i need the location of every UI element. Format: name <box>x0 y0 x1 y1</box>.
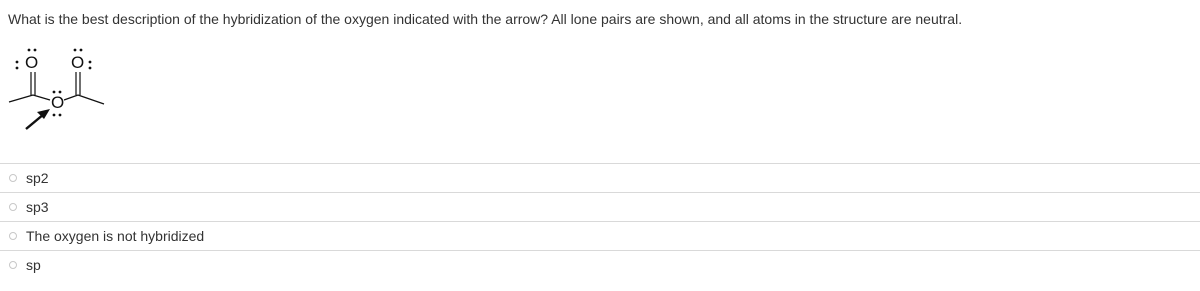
choice-row-sp3[interactable] <box>0 192 1200 221</box>
atom-oxygen-left: O <box>25 53 39 72</box>
arrow-icon <box>26 109 50 129</box>
radio-button-sp2[interactable] <box>9 174 17 182</box>
choice-row-sp[interactable] <box>0 250 1200 279</box>
atom-oxygen-center: O <box>51 93 65 112</box>
question-text: What is the best description of the hybridization of the oxygen indicated with the arrow? All lone pairs are shown, and all atoms in the structure are neutral. <box>8 11 963 27</box>
answer-choices <box>0 163 1200 279</box>
radio-button-sp3[interactable] <box>9 203 17 211</box>
choice-label-sp[interactable]: sp <box>26 257 41 273</box>
choice-label-not-hybridized[interactable]: The oxygen is not hybridized <box>26 228 205 244</box>
choice-row-sp2[interactable] <box>0 163 1200 192</box>
radio-button-not-hybridized[interactable] <box>9 232 17 240</box>
atom-oxygen-right: O <box>71 53 85 72</box>
choice-row-not-hybridized[interactable] <box>0 221 1200 250</box>
radio-button-sp[interactable] <box>9 261 17 269</box>
molecule-structure-image <box>0 42 130 142</box>
choice-label-sp3[interactable]: sp3 <box>26 199 49 215</box>
choice-label-sp2[interactable]: sp2 <box>26 170 49 186</box>
